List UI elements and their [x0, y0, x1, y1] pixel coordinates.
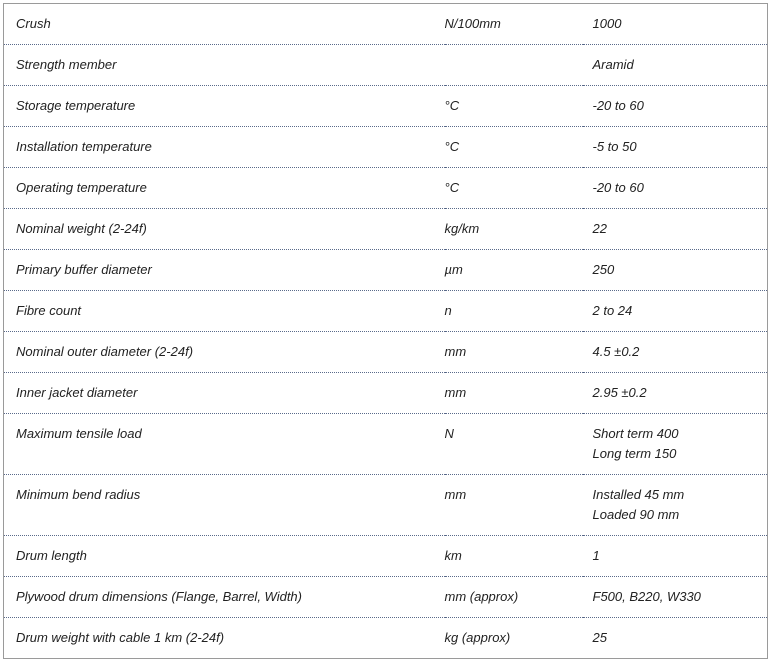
- value-line: -20 to 60: [592, 98, 644, 113]
- parameter-cell: Nominal weight (2-24f): [4, 209, 445, 250]
- table-row: [4, 373, 768, 414]
- table-row: [4, 45, 768, 86]
- table-row: [4, 577, 768, 618]
- value-line: -5 to 50: [592, 139, 637, 154]
- value-line: 2 to 24: [592, 303, 633, 318]
- specification-table-body: [4, 4, 768, 659]
- unit-cell: [445, 45, 583, 86]
- value-cell: [583, 250, 768, 291]
- unit-cell: °C: [445, 168, 583, 209]
- parameter-cell: Maximum tensile load: [4, 414, 445, 475]
- value-cell: [583, 577, 768, 618]
- table-row: [4, 618, 768, 659]
- value-line: Aramid: [592, 57, 634, 72]
- value-cell: [583, 127, 768, 168]
- value-line: 250: [592, 262, 615, 277]
- value-line: Long term 150: [592, 446, 677, 461]
- value-cell: [583, 168, 768, 209]
- value-cell: [583, 209, 768, 250]
- unit-cell: mm: [445, 373, 583, 414]
- unit-cell: N: [445, 414, 583, 475]
- unit-cell: mm: [445, 475, 583, 536]
- parameter-cell: Strength member: [4, 45, 445, 86]
- table-row: [4, 4, 768, 45]
- value-line: F500, B220, W330: [592, 589, 701, 604]
- table-row: [4, 209, 768, 250]
- value-line: 25: [592, 630, 607, 645]
- value-cell: [583, 414, 768, 475]
- table-row: [4, 127, 768, 168]
- table-row: [4, 168, 768, 209]
- value-line: Installed 45 mm: [592, 487, 685, 502]
- value-cell: [583, 536, 768, 577]
- value-line: 1000: [592, 16, 622, 31]
- value-line: 2.95 ±0.2: [592, 385, 647, 400]
- value-cell: [583, 45, 768, 86]
- parameter-cell: Plywood drum dimensions (Flange, Barrel, Width): [4, 577, 445, 618]
- unit-cell: µm: [445, 250, 583, 291]
- unit-cell: °C: [445, 86, 583, 127]
- table-row: [4, 250, 768, 291]
- parameter-cell: Nominal outer diameter (2-24f): [4, 332, 445, 373]
- value-cell: [583, 373, 768, 414]
- value-line: Loaded 90 mm: [592, 507, 680, 522]
- specification-table: [3, 3, 768, 659]
- parameter-cell: Fibre count: [4, 291, 445, 332]
- value-cell: [583, 618, 768, 659]
- value-line: 4.5 ±0.2: [592, 344, 640, 359]
- value-cell: [583, 332, 768, 373]
- parameter-cell: Inner jacket diameter: [4, 373, 445, 414]
- table-row: [4, 414, 768, 475]
- value-cell: [583, 4, 768, 45]
- parameter-cell: Drum weight with cable 1 km (2-24f): [16, 630, 225, 645]
- value-line: 1: [592, 548, 600, 563]
- unit-cell: °C: [445, 127, 583, 168]
- unit-cell: kg/km: [445, 209, 583, 250]
- table-row: [4, 291, 768, 332]
- parameter-cell: Primary buffer diameter: [4, 250, 445, 291]
- parameter-cell: Minimum bend radius: [4, 475, 445, 536]
- value-line: 22: [592, 221, 607, 236]
- unit-cell: mm (approx): [445, 577, 583, 618]
- unit-cell: kg (approx): [444, 630, 511, 645]
- unit-cell: km: [445, 536, 583, 577]
- value-line: Short term 400: [592, 426, 679, 441]
- table-row: [4, 536, 768, 577]
- parameter-cell: Operating temperature: [4, 168, 445, 209]
- table-row: [4, 86, 768, 127]
- unit-cell: n: [445, 291, 583, 332]
- table-row: [4, 332, 768, 373]
- unit-cell: mm: [445, 332, 583, 373]
- parameter-cell: Installation temperature: [4, 127, 445, 168]
- value-cell: [583, 475, 768, 536]
- table-row: [4, 475, 768, 536]
- value-cell: [583, 291, 768, 332]
- value-cell: [583, 86, 768, 127]
- unit-cell: N/100mm: [445, 4, 583, 45]
- value-line: -20 to 60: [592, 180, 644, 195]
- parameter-cell: Crush: [4, 4, 445, 45]
- parameter-cell: Storage temperature: [4, 86, 445, 127]
- parameter-cell: Drum length: [4, 536, 445, 577]
